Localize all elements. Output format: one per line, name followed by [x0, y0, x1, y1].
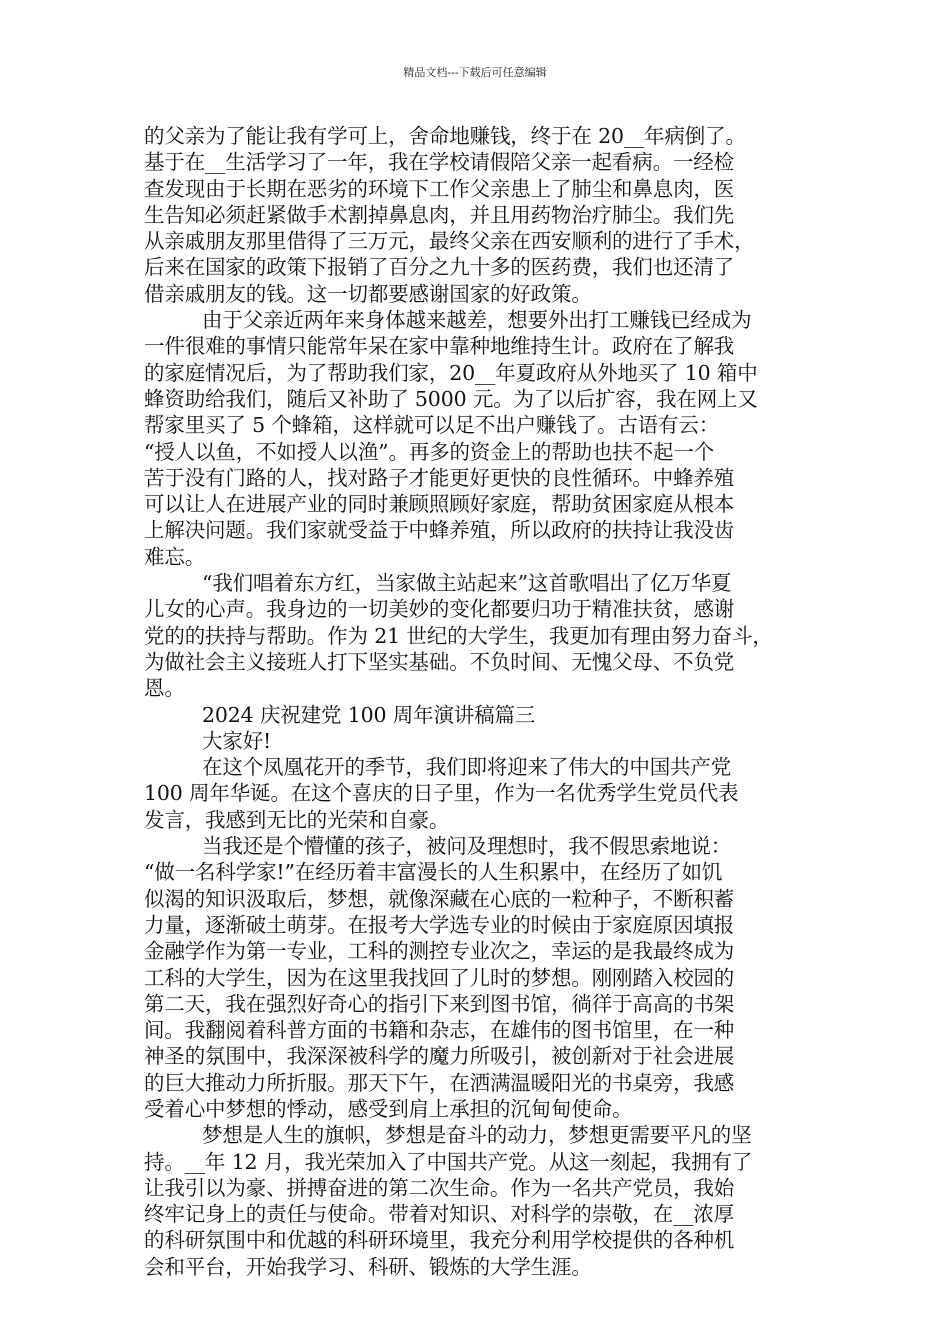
text-line: 力量，逐渐破土萌芽。在报考大学选专业的时候由于家庭原因填报	[144, 912, 735, 937]
text-line: “做一名科学家!”在经历着丰富漫长的人生积累中，在经历了如饥	[144, 860, 723, 885]
text-line: 间。我翻阅着科普方面的书籍和杂志，在雄伟的图书馆里，在一种	[144, 1018, 735, 1043]
text-line: 的巨大推动力所折服。那天下午，在洒满温暖阳光的书桌旁，我感	[144, 1070, 735, 1095]
text-line: 金融学作为第一专业，工科的测控专业次之，幸运的是我最终成为	[144, 939, 735, 964]
text-line: 后来在国家的政策下报销了百分之九十多的医药费，我们也还清了	[144, 255, 735, 280]
text-line: 似渴的知识汲取后，梦想，就像深藏在心底的一粒种子，不断积蓄	[144, 886, 735, 911]
text-line: 借亲戚朋友的钱。这一切都要感谢国家的好政策。	[144, 281, 592, 306]
text-line: 查发现由于长期在恶劣的环境下工作父亲患上了肺尘和鼻息肉，医	[144, 176, 735, 201]
text-line: 难忘。	[144, 544, 206, 569]
document-body	[144, 123, 822, 1280]
text-line: 100 周年华诞。在这个喜庆的日子里，作为一名优秀学生党员代表	[144, 781, 739, 806]
text-line: 蜂资助给我们，随后又补助了 5000 元。为了以后扩容，我在网上又	[144, 386, 758, 411]
text-line: 终牢记身上的责任与使命。带着对知识、对科学的崇敬，在__浓厚	[144, 1202, 734, 1227]
section-title: 2024 庆祝建党 100 周年演讲稿篇三	[202, 702, 536, 727]
text-line: 受着心中梦想的悸动，感受到肩上承担的沉甸甸使命。	[144, 1096, 633, 1121]
text-line: 党的的扶持与帮助。作为 21 世纪的大学生，我更加有理由努力奋斗，	[144, 623, 773, 648]
text-line: 的家庭情况后，为了帮助我们家，20__年夏政府从外地买了 10 箱中	[144, 360, 758, 385]
text-line: 会和平台，开始我学习、科研、锻炼的大学生涯。	[144, 1254, 592, 1279]
text-line: 让我引以为豪、拼搏奋进的第二次生命。作为一名共产党员，我始	[144, 1175, 735, 1200]
text-line: 为做社会主义接班人打下坚实基础。不负时间、无愧父母、不负党	[144, 649, 735, 674]
text-line: 帮家里买了 5 个蜂箱，这样就可以足不出户赚钱了。古语有云：	[144, 413, 720, 438]
text-line: 工科的大学生，因为在这里我找回了儿时的梦想。刚刚踏入校园的	[144, 965, 735, 990]
text-line: 发言，我感到无比的光荣和自豪。	[144, 807, 450, 832]
paragraph-start-line: 梦想是人生的旗帜，梦想是奋斗的动力，梦想更需要平凡的坚	[202, 1123, 752, 1148]
text-line: 儿女的心声。我身边的一切美妙的变化都要归功于精准扶贫，感谢	[144, 597, 735, 622]
paragraph-start-line: “我们唱着东方红，当家做主站起来”这首歌唱出了亿万华夏	[202, 571, 732, 596]
text-line: 一件很难的事情只能常年呆在家中靠种地维持生计。政府在了解我	[144, 334, 735, 359]
text-line: 苦于没有门路的人，找对路子才能更好更快的良性循环。中蜂养殖	[144, 465, 735, 490]
page-header: 精品文档---下载后可任意编辑	[403, 66, 547, 79]
paragraph-start-line: 由于父亲近两年来身体越来越差，想要外出打工赚钱已经成为	[202, 308, 752, 333]
paragraph-start-line: 在这个凤凰花开的季节，我们即将迎来了伟大的中国共产党	[202, 755, 732, 780]
text-line: 神圣的氛围中，我深深被科学的魔力所吸引，被创新对于社会进展	[144, 1044, 735, 1069]
text-line: 第二天，我在强烈好奇心的指引下来到图书馆，徜徉于高高的书架	[144, 991, 735, 1016]
text-line: “授人以鱼，不如授人以渔”。再多的资金上的帮助也扶不起一个	[144, 439, 715, 464]
text-line: 恩。	[144, 676, 185, 701]
greeting-line: 大家好!	[202, 728, 272, 753]
text-line: 上解决问题。我们家就受益于中蜂养殖，所以政府的扶持让我没齿	[144, 518, 735, 543]
text-line: 从亲戚朋友那里借得了三万元，最终父亲在西安顺利的进行了手术，	[144, 229, 755, 254]
text-line: 基于在__生活学习了一年，我在学校请假陪父亲一起看病。一经检	[144, 150, 734, 175]
text-line: 的科研氛围中和优越的科研环境里，我充分利用学校提供的各种机	[144, 1228, 735, 1253]
text-line: 持。__年 12 月，我光荣加入了中国共产党。从这一刻起，我拥有了	[144, 1149, 753, 1174]
text-line: 可以让人在进展产业的同时兼顾照顾好家庭，帮助贫困家庭从根本	[144, 492, 735, 517]
text-line: 生告知必须赶紧做手术割掉鼻息肉，并且用药物治疗肺尘。我们先	[144, 202, 735, 227]
text-line: 的父亲为了能让我有学可上，舍命地赚钱，终于在 20__年病倒了。	[144, 124, 746, 148]
paragraph-start-line: 当我还是个懵懂的孩子，被问及理想时，我不假思索地说：	[202, 834, 732, 859]
